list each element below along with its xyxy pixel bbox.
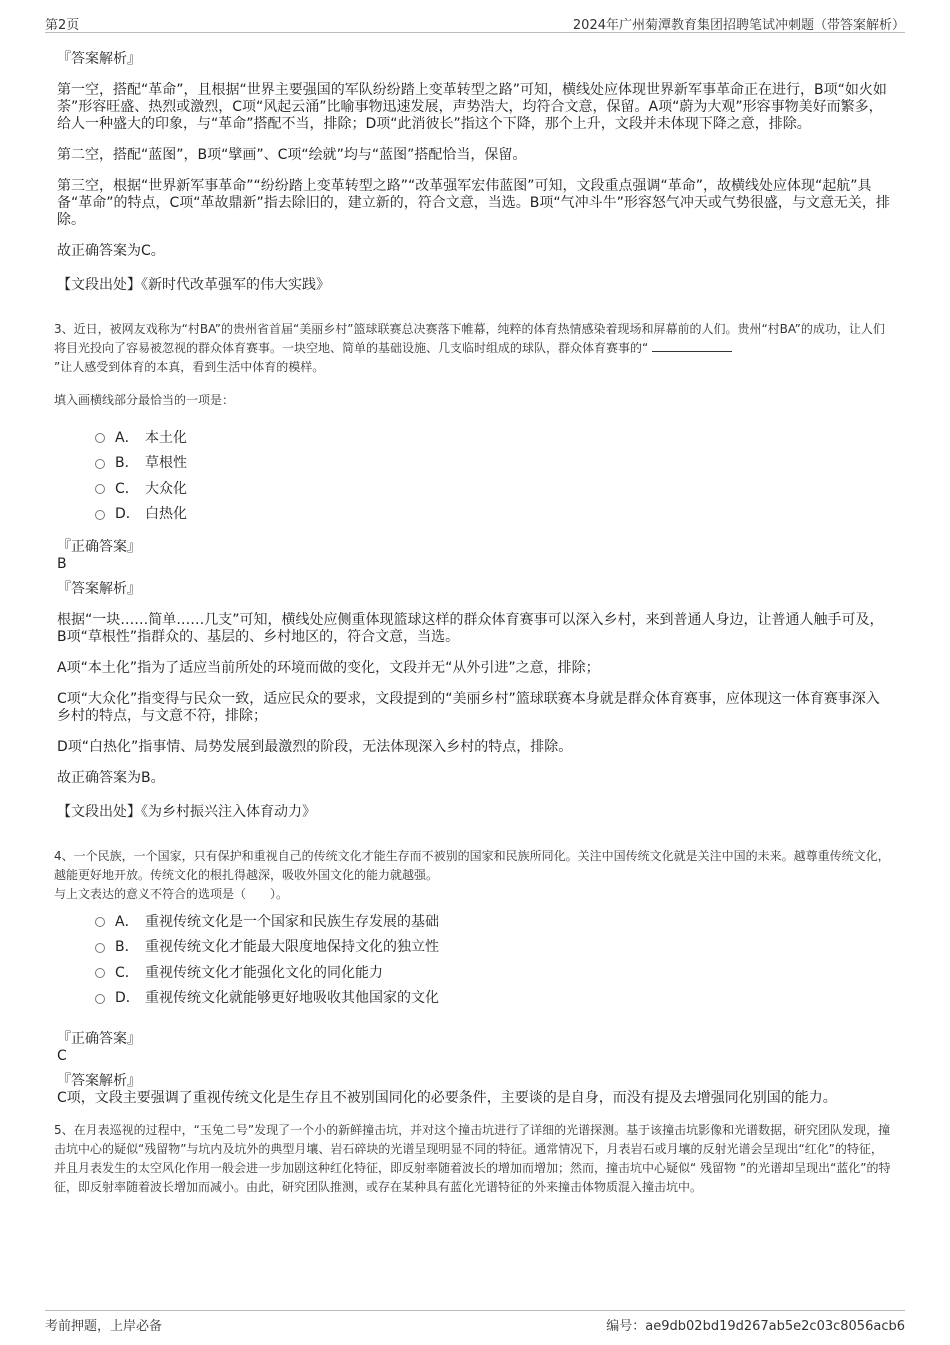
q3-stem-tail: ”让人感受到体育的本真，看到生活中体育的模样。	[54, 360, 325, 374]
page-number: 第2页	[45, 18, 80, 33]
q3-conclusion: 故正确答案为B。	[57, 770, 165, 786]
radio-icon[interactable]	[95, 943, 105, 953]
q4-option-b[interactable]: B． 重视传统文化才能最大限度地保持文化的独立性	[95, 934, 892, 960]
document-body	[54, 42, 892, 1201]
q3-prompt: 填入画横线部分最恰当的一项是：	[54, 393, 235, 407]
q3-source	[57, 801, 892, 821]
q3-option-b[interactable]: B． 草根性	[95, 450, 892, 476]
q2-conclusion: 故正确答案为C。	[57, 243, 165, 259]
q4-analysis-p1: C项，文段主要强调了重视传统文化是生存且不被别国同化的必要条件，主要谈的是自身，而没有提及去增强同化别国的能力。	[57, 1090, 837, 1106]
radio-icon[interactable]	[95, 433, 105, 443]
q3-option-c[interactable]: C． 大众化	[95, 475, 892, 501]
q2-analysis-p2: 第二空，搭配“蓝图”，B项“擘画”、C项“绘就”均与“蓝图”搭配恰当，保留。	[57, 147, 527, 163]
q3-analysis-label: 『答案解析』	[57, 581, 141, 597]
radio-icon[interactable]	[95, 459, 105, 469]
source-title: 《新时代改革强军的伟大实践》	[141, 277, 330, 293]
page-footer	[45, 1310, 905, 1335]
q4-options	[95, 908, 892, 1010]
q3-options	[95, 424, 892, 526]
radio-icon[interactable]	[95, 968, 105, 978]
radio-icon[interactable]	[95, 510, 105, 520]
page-header	[45, 10, 905, 33]
radio-icon[interactable]	[95, 994, 105, 1004]
q3-correct-label: 『正确答案』	[57, 539, 141, 555]
q4-option-c[interactable]: C． 重视传统文化才能强化文化的同化能力	[95, 959, 892, 985]
q5-stem: 5、在月表巡视的过程中，“玉兔二号”发现了一个小的新鲜撞击坑，并对这个撞击坑进行了详细的光谱探测。基于该撞击坑影像和光谱数据，研究团队发现，撞击坑中心的疑似“残留物”与坑内及坑外的典型月壤、岩石碎块的光谱呈现明显不同的特征。通常情况下，月表岩石或月壤的反射光谱会呈现出“红化”的特征，并且月表发生的太空风化作用一般会进一步加剧这种红化特征，即反射率随着波长的增加而增加；然而，撞击坑中心疑似“ 残留物 ”的光谱却呈现出“蓝化”的特征，即反射率随着波长增加而减小。由此，研究团队推测，或存在某种具有蓝化光谱特征的外来撞击体物质混入撞击坑中。	[54, 1123, 891, 1194]
q3-stem	[54, 320, 892, 377]
q3-option-d[interactable]: D． 白热化	[95, 501, 892, 527]
q3-analysis-p3: C项“大众化”指变得与民众一致，适应民众的要求，文段提到的“美丽乡村”篮球联赛本身就是群众体育赛事，应体现这一体育赛事深入乡村的特点，与文意不符，排除；	[57, 691, 880, 724]
document-id: 编号：ae9db02bd19d267ab5e2c03c8056acb6	[606, 1319, 905, 1334]
radio-icon[interactable]	[95, 917, 105, 927]
q2-source	[57, 274, 892, 294]
source-label: 【文段出处】	[57, 277, 141, 293]
q3-option-a[interactable]: A． 本土化	[95, 424, 892, 450]
q3-answer: B	[57, 556, 67, 572]
q4-answer: C	[57, 1048, 67, 1064]
answer-blank	[652, 339, 732, 352]
q4-option-a[interactable]: A． 重视传统文化是一个国家和民族生存发展的基础	[95, 908, 892, 934]
q4-stem: 4、一个民族，一个国家，只有保护和重视自己的传统文化才能生存而不被别的国家和民族所同化。关注中国传统文化就是关注中国的未来。越尊重传统文化，越能更好地开放。传统文化的根扎得越深，吸收外国文化的能力就越强。	[54, 849, 890, 882]
q3-stem-text: 3、近日，被网友戏称为“村BA”的贵州省首届“美丽乡村”篮球联赛总决赛落下帷幕，纯粹的体育热情感染着现场和屏幕前的人们。贵州“村BA”的成功，让人们将目光投向了容易被忽视的群众体育赛事。一块空地、简单的基础设施、几支临时组成的球队，群众体育赛事的“	[54, 322, 885, 355]
document-title: 2024年广州菊潭教育集团招聘笔试冲刺题（带答案解析）	[572, 18, 905, 33]
q3-analysis-p4: D项“白热化”指事情、局势发展到最激烈的阶段，无法体现深入乡村的特点，排除。	[57, 739, 573, 755]
source-label: 【文段出处】	[57, 804, 141, 820]
q2-analysis-p3: 第三空，根据“世界新军事革命”“纷纷踏上变革转型之路”“改革强军宏伟蓝图”可知，文段重点强调“革命”，故横线处应体现“起航”具备“革命”的特点，C项“革故鼎新”指去除旧的，建立新的，符合文意，当选。B项“气冲斗牛”形容怒气冲天或气势很盛，与文意无关，排除。	[57, 178, 890, 228]
footer-slogan: 考前押题，上岸必备	[45, 1319, 163, 1334]
radio-icon[interactable]	[95, 484, 105, 494]
q4-option-d[interactable]: D． 重视传统文化就能够更好地吸收其他国家的文化	[95, 985, 892, 1011]
q4-analysis-label: 『答案解析』	[57, 1073, 141, 1089]
q3-analysis-p2: A项“本土化”指为了适应当前所处的环境而做的变化，文段并无“从外引进”之意，排除；	[57, 660, 600, 676]
q3-analysis-p1: 根据“一块……简单……几支”可知，横线处应侧重体现篮球这样的群众体育赛事可以深入乡村，来到普通人身边，让普通人触手可及，B项“草根性”指群众的、基层的、乡村地区的，符合文意，当选。	[57, 612, 884, 645]
q4-prompt: 与上文表达的意义不符合的选项是（ ）。	[54, 887, 289, 901]
source-title: 《为乡村振兴注入体育动力》	[141, 804, 316, 820]
q2-analysis-label: 『答案解析』	[57, 51, 141, 67]
q4-correct-label: 『正确答案』	[57, 1031, 141, 1047]
q2-analysis-p1: 第一空，搭配“革命”，且根据“世界主要强国的军队纷纷踏上变革转型之路”可知，横线处应体现世界新军事革命正在进行，B项“如火如荼”形容旺盛、热烈或激烈，C项“风起云涌”比喻事物迅速发展，声势浩大，均符合文意，保留。A项“蔚为大观”形容事物美好而繁多，给人一种盛大的印象，与“革命”搭配不当，排除；D项“此消彼长”指这个下降，那个上升，文段并未体现下降之意，排除。	[57, 82, 887, 132]
